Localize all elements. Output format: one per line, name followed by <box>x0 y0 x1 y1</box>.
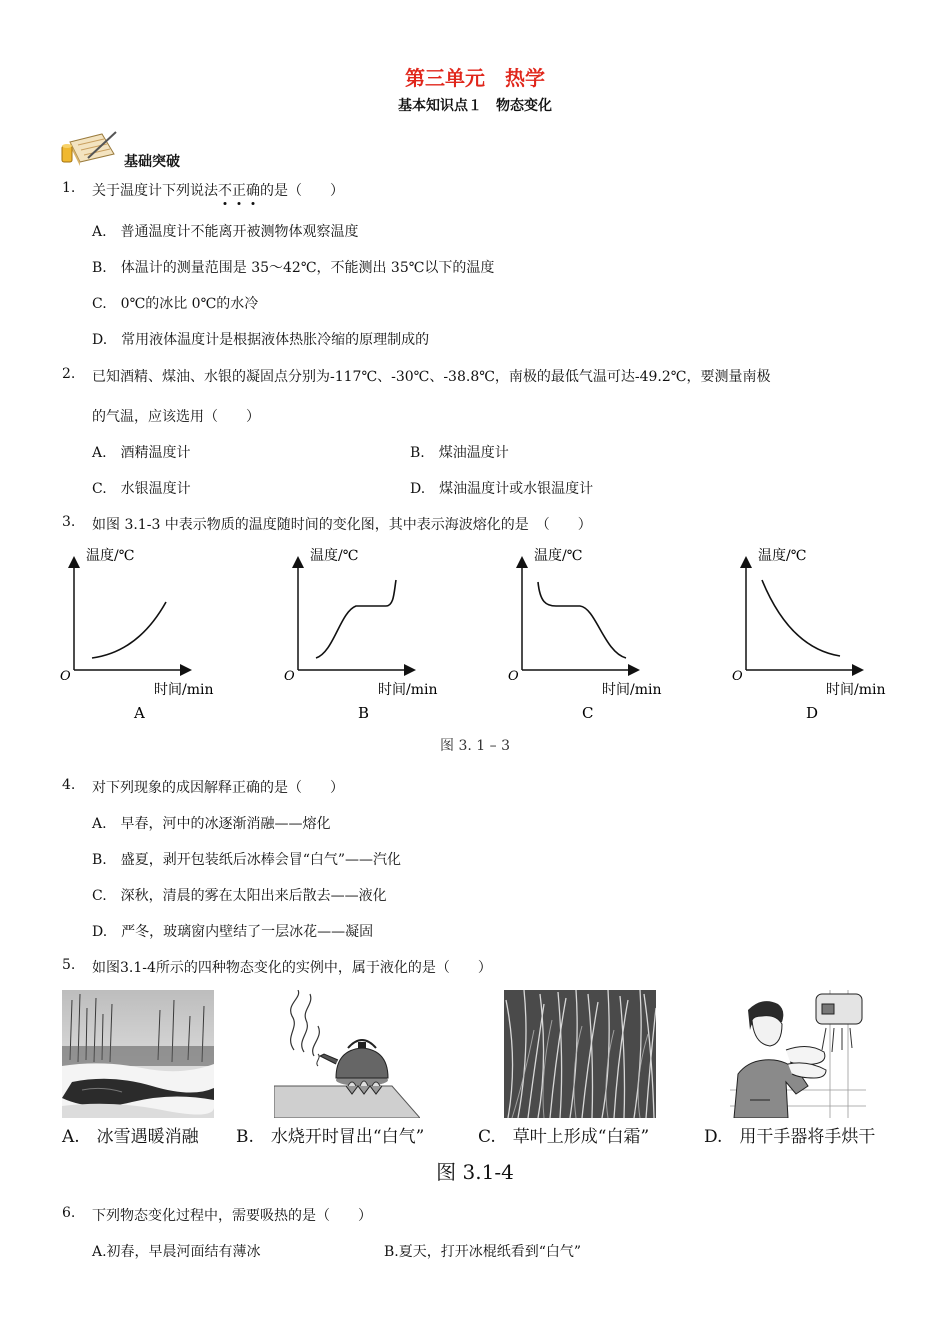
q4-option-a[interactable]: A. 早春，河中的冰逐渐消融——熔化 <box>92 816 331 832</box>
unit-title: 第三单元 热学 <box>405 66 545 90</box>
q1-number: 1. <box>62 180 76 196</box>
emphasis-char: 不 <box>218 183 232 199</box>
q1-option-c[interactable]: C. 0℃的冰比 0℃的水冷 <box>92 296 259 312</box>
q6-stem: 下列物态变化过程中，需要吸热的是（ ） <box>92 1208 372 1224</box>
q1-stem: 关于温度计下列说法不 正 确 的是（ ） <box>92 180 344 200</box>
q4-option-c[interactable]: C. 深秋，清晨的雾在太阳出来后散去——液化 <box>92 888 387 904</box>
notebook-pencil-icon <box>58 128 120 168</box>
q3-stem: 如图 3.1-3 中表示物质的温度随时间的变化图，其中表示海波熔化的是 （ ） <box>92 517 592 533</box>
knowledge-point-subtitle: 基本知识点１ 物态变化 <box>398 98 552 114</box>
q4-option-d[interactable]: D. 严冬，玻璃窗内壁结了一层冰花——凝固 <box>92 924 374 940</box>
graph-b[interactable] <box>282 540 462 725</box>
q1-option-a[interactable]: A. 普通温度计不能离开被测物体观察温度 <box>92 224 359 240</box>
x-axis-label: 时间/min <box>154 682 214 698</box>
temperature-curve <box>316 580 396 658</box>
q3-number: 3. <box>62 514 76 530</box>
q5-number: 5. <box>62 957 76 973</box>
y-axis-label: 温度/℃ <box>758 548 807 564</box>
figure-3-1-4-caption: 图 3.1-4 <box>436 1160 514 1184</box>
q6-option-a[interactable]: A.初春，早晨河面结有薄冰 <box>92 1244 261 1260</box>
frost-grass-photo[interactable] <box>504 990 656 1118</box>
temperature-curve <box>92 602 166 658</box>
q2-number: 2. <box>62 366 76 382</box>
x-axis-label: 时间/min <box>378 682 438 698</box>
q2-option-b[interactable]: B. 煤油温度计 <box>410 445 509 461</box>
graph-a[interactable] <box>58 540 238 725</box>
temperature-curve <box>538 582 626 658</box>
graph-letter: D <box>806 704 819 722</box>
q1-option-d[interactable]: D. 常用液体温度计是根据液体热胀冷缩的原理制成的 <box>92 332 430 348</box>
snow-melting-photo[interactable] <box>62 990 214 1118</box>
q2-stem-line1: 已知酒精、煤油、水银的凝固点分别为-117℃、-30℃、-38.8℃，南极的最低气温可达-49.2℃，要测量南极 <box>92 369 771 385</box>
figure-3-1-3-caption: 图 3. 1 – 3 <box>440 738 510 754</box>
q5-caption-c[interactable]: C. 草叶上形成“白霜” <box>478 1127 650 1147</box>
boiling-kettle-drawing[interactable] <box>274 990 420 1118</box>
origin-label: O <box>508 669 519 684</box>
q6-number: 6. <box>62 1205 76 1221</box>
graph-letter: A <box>134 704 145 722</box>
y-axis-label: 温度/℃ <box>86 548 135 564</box>
graph-c[interactable] <box>506 540 686 725</box>
q2-option-c[interactable]: C. 水银温度计 <box>92 481 191 497</box>
y-axis-label: 温度/℃ <box>534 548 583 564</box>
q5-stem: 如图3.1-4所示的四种物态变化的实例中，属于液化的是（ ） <box>92 960 492 976</box>
q5-caption-b[interactable]: B. 水烧开时冒出“白气” <box>236 1127 425 1147</box>
q5-caption-a[interactable]: A. 冰雪遇暖消融 <box>62 1127 199 1147</box>
q1-option-b[interactable]: B. 体温计的测量范围是 35～42℃，不能测出 35℃以下的温度 <box>92 260 495 276</box>
q5-caption-d[interactable]: D. 用干手器将手烘干 <box>704 1127 876 1147</box>
y-axis-label: 温度/℃ <box>310 548 359 564</box>
q2-option-d[interactable]: D. 煤油温度计或水银温度计 <box>410 481 594 497</box>
q2-option-a[interactable]: A. 酒精温度计 <box>92 445 191 461</box>
graph-d[interactable] <box>730 540 910 725</box>
emphasis-char: 确 <box>246 183 260 199</box>
x-axis-label: 时间/min <box>826 682 886 698</box>
emphasis-char: 正 <box>232 183 246 199</box>
origin-label: O <box>60 669 71 684</box>
q4-stem: 对下列现象的成因解释正确的是（ ） <box>92 780 344 796</box>
origin-label: O <box>284 669 295 684</box>
graph-letter: B <box>358 704 370 722</box>
origin-label: O <box>732 669 743 684</box>
q4-number: 4. <box>62 777 76 793</box>
q4-option-b[interactable]: B. 盛夏，剥开包装纸后冰棒会冒“白气”——汽化 <box>92 852 402 868</box>
hand-dryer-drawing[interactable] <box>730 990 866 1118</box>
temperature-curve <box>762 580 840 656</box>
graph-letter: C <box>582 704 594 722</box>
x-axis-label: 时间/min <box>602 682 662 698</box>
q6-option-b[interactable]: B.夏天，打开冰棍纸看到“白气” <box>384 1244 582 1260</box>
q2-stem-line2: 的气温，应该选用（ ） <box>92 409 260 425</box>
section-heading: 基础突破 <box>124 154 180 170</box>
